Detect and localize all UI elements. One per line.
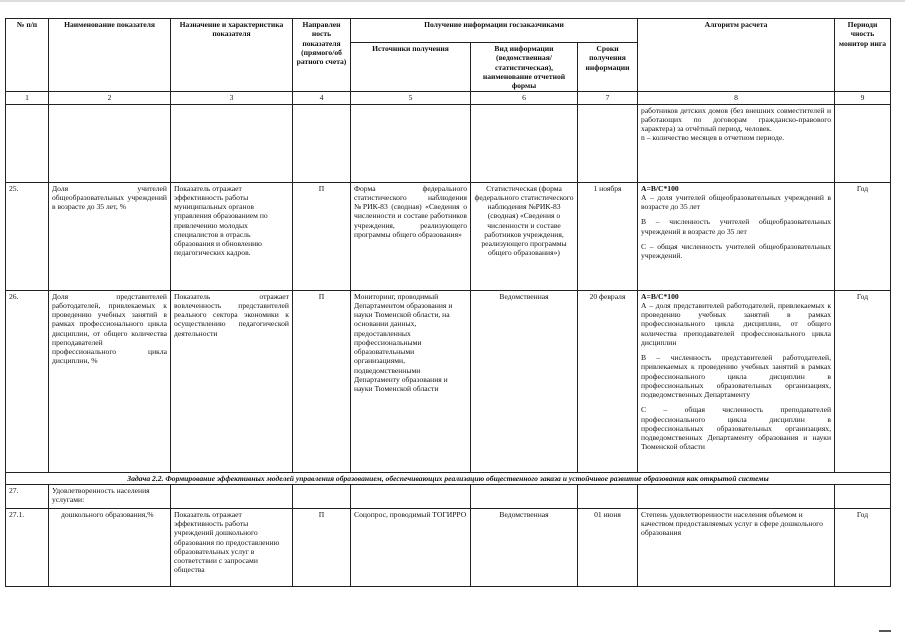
- algorithm-text: Степень удовлетворенности населения объемом и качеством предоставляемых услуг в сфере дошкольного образования: [638, 508, 835, 586]
- algorithm-text: А – доля учителей общеобразовательных учреждений в возрасте до 35 лет: [641, 192, 832, 211]
- header-purpose: Назначение и характеристика показателя: [171, 19, 293, 92]
- algorithm-cell: [638, 104, 835, 182]
- table-row: [6, 104, 891, 182]
- header-num: № п/п: [6, 19, 49, 92]
- scan-top-edge: [0, 0, 905, 2]
- info-term: 01 июня: [578, 508, 638, 586]
- header-source: Источники получения: [351, 43, 471, 92]
- header-name: Наименование показателя: [49, 19, 171, 92]
- periodicity: Год: [835, 508, 891, 586]
- row-number: 27.: [6, 484, 49, 508]
- info-type: Статистическая (форма федерального статистического наблюдения №РИК-83 (сводная) «Сведения о численности и составе работников учреждения, реализующего программы общего образования»): [471, 182, 578, 290]
- indicator-purpose: Показатель отражает вовлеченность представителей реального сектора экономики к осуществлению педагогической деятельности: [171, 290, 293, 472]
- col-number: 1: [6, 92, 49, 104]
- indicator-name: дошкольного образования,%: [49, 508, 171, 586]
- formula: А=В/С*100: [641, 291, 679, 301]
- info-source: Форма федерального статистического наблюдения №РИК-83 (сводная) «Сведения о численности и составе работников учреждения, реализующего программы общего образования»: [351, 182, 471, 290]
- header-term: Сроки получения информации: [578, 43, 638, 92]
- periodicity: Год: [835, 290, 891, 472]
- scan-mark: [879, 630, 891, 632]
- col-number: 8: [638, 92, 835, 104]
- row-number: 26.: [6, 290, 49, 472]
- header-group: Получение информации госзаказчиками: [351, 19, 638, 43]
- info-type: Ведомственная: [471, 290, 578, 472]
- algorithm-cell: [638, 182, 835, 290]
- algorithm-text: работников детских домов (без внешних совместителей и работающих по договорам гражданско-правового характера) за отчётный период, человек.: [641, 105, 832, 133]
- table-row: [6, 290, 891, 472]
- algorithm-text: С – общая численность преподавателей профессионального цикла дисциплин в профессиональных образовательных организациях, подведомственных Департаменту образования и науки Тюменской области: [641, 405, 832, 452]
- col-number: 4: [293, 92, 351, 104]
- info-type: Ведомственная: [471, 508, 578, 586]
- info-source: Мониторинг, проводимый Департаментом образования и науки Тюменской области, на основании данных, предоставленных профессиональными образовательными организациями, подведомственными Департаменту образования и науки Тюменской области: [351, 290, 471, 472]
- table-row: [6, 182, 891, 290]
- col-number: 7: [578, 92, 638, 104]
- indicator-purpose: Показатель отражает эффективность работы учреждений дошкольного образования по предоставлению образовательных услуг в соответствии с запросами общества: [171, 508, 293, 586]
- indicator-name: Удовлетворенность населения услугами:: [49, 484, 171, 508]
- indicator-direction: П: [293, 290, 351, 472]
- algorithm-text: В – численность учителей общеобразовательных учреждений в возрасте до 35 лет: [641, 217, 832, 236]
- indicator-name: Доля учителей общеобразовательных учреждений в возрасте до 35 лет, %: [49, 182, 171, 290]
- info-term: 1 ноября: [578, 182, 638, 290]
- header-info-type: Вид информации (ведомственная/ статистическая), наименование отчетной формы: [471, 43, 578, 92]
- indicator-direction: П: [293, 508, 351, 586]
- indicator-direction: П: [293, 182, 351, 290]
- formula: А=В/С*100: [641, 183, 679, 193]
- table-row: [6, 508, 891, 586]
- task-heading: Задача 2.2. Формирование эффективных моделей управления образованием, обеспечивающих реализацию общественного заказа и устойчивое развитие образования как открытой системы: [6, 472, 891, 484]
- row-number: 27.1.: [6, 508, 49, 586]
- header-periodicity: Периоди чность монитор инга: [835, 19, 891, 92]
- table-row: [6, 484, 891, 508]
- algorithm-text: В – численность представителей работодателей, привлекаемых к проведению учебных занятий в рамках профессионального цикла дисциплин в профессиональных образовательных организациях, подведомственных Департаменту: [641, 353, 832, 399]
- indicators-table: [5, 18, 891, 587]
- algorithm-cell: [638, 290, 835, 472]
- task-row: [6, 472, 891, 484]
- header-direction: Направлен ность показателя (прямого/об ратного счета): [293, 19, 351, 92]
- col-number: 3: [171, 92, 293, 104]
- info-source: Соцопрос, проводимый ТОГИРРО: [351, 508, 471, 586]
- col-number: 6: [471, 92, 578, 104]
- algorithm-text: С – общая численность учителей общеобразовательных учреждений.: [641, 241, 832, 260]
- algorithm-text: n – количество месяцев в отчетном периоде.: [641, 133, 785, 143]
- indicator-name: Доля представителей работодателей, привлекаемых к проведению учебных занятий в рамках профессионального цикла дисциплин, от общего количества преподавателей профессионального цикла дисциплин, %: [49, 290, 171, 472]
- col-number: 5: [351, 92, 471, 104]
- info-term: 20 февраля: [578, 290, 638, 472]
- col-number: 9: [835, 92, 891, 104]
- header-algorithm: Алгоритм расчета: [638, 19, 835, 92]
- row-number: 25.: [6, 182, 49, 290]
- algorithm-text: А – доля представителей работодателей, привлекаемых к проведению учебных занятий в рамках профессионального цикла дисциплин, от общего количества преподавателей профессионального цикла дисциплин: [641, 300, 832, 347]
- periodicity: Год: [835, 182, 891, 290]
- indicator-purpose: Показатель отражает эффективность работы муниципальных органов управления образованием по привлечению молодых специалистов в отрасль образования и обновлению педагогических кадров.: [171, 182, 293, 290]
- col-number: 2: [49, 92, 171, 104]
